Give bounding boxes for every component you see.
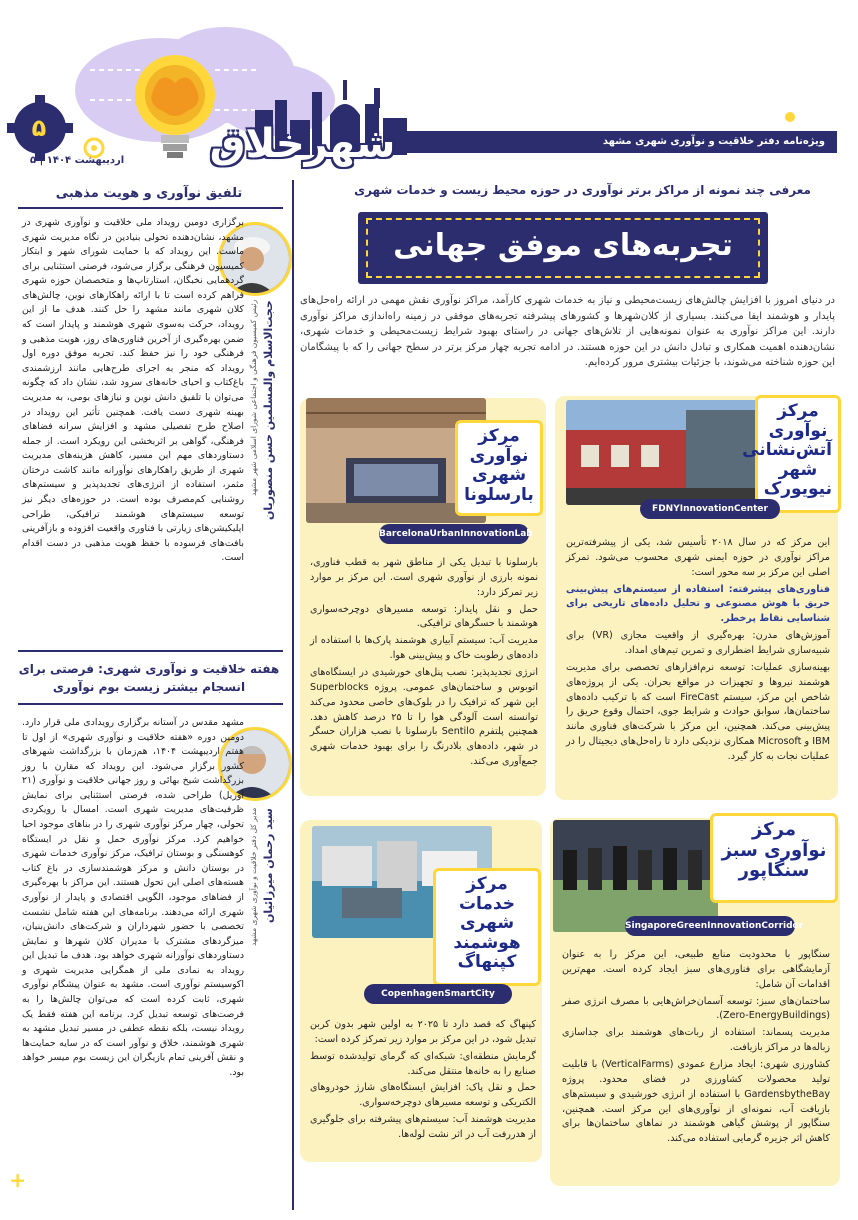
article1-rule xyxy=(18,207,283,209)
masthead-illustration xyxy=(0,0,858,180)
tag-newyork: مرکز نوآوری آتش‌نشانی شهر نیویورک xyxy=(755,395,841,513)
pill-barcelona: BarcelonaUrbanInnovationLab xyxy=(379,524,529,544)
tag-barcelona: مرکز نوآوری شهری بارسلونا xyxy=(455,420,543,516)
pill-singapore: SingaporeGreenInnovationCorridor xyxy=(625,916,795,936)
article1-title: تلفیق نوآوری و هویت مذهبی xyxy=(55,186,243,201)
text-newyork-p2: آموزش‌های مدرن: بهره‌گیری از واقعیت مجازی (VR) برای شبیه‌سازی شرایط اضطراری و تمرین تیم‌های امداد. xyxy=(566,630,830,657)
pill-newyork: FDNYInnovationCenter xyxy=(640,499,780,519)
main-title-banner xyxy=(358,212,768,284)
main-title: تجربه‌های موفق جهانی xyxy=(393,228,733,263)
tag-singapore: مرکز نوآوری سبز سنگاپور xyxy=(710,813,838,903)
article1-role: رئیس کمیسیون فرهنگی و اجتماعی شورای اسلامی شهر مشهد xyxy=(249,300,258,497)
article2-text: مشهد مقدس در آستانه برگزاری رویدادی ملی قرار دارد. دومین دوره «هفته خلاقیت و نوآوری شهری» از اول تا هفتم اردیبهشت ۱۴۰۴، هم‌زمان با بزرگداشت شهرهای کشور برگزار می‌شود. این رویداد که مقارن با روز بزرگداشت شیخ بهائی و روز جهانی خلاقیت و نوآوری (۲۱ آوریل) طراحی شده، فرصتی استثنایی برای نمایش ظرفیت‌های مدیریت شهری است. امسال با رویکردی تحولی، چهار مرکز نوآوری شهری را در بناهای موجود احیا خواهیم کرد. مرکز نوآوری حمل و نقل در ایستگاه کوهسنگی و بوستان ترافیک، مرکز نوآوری خدمات شهری در بوستان دانش و مرکز هوشمندسازی در باغ کتاب هسته‌های اصلی این تحول هستند. این مراکز با بهره‌گیری از فضاهای موجود، الگویی اقتصادی و پایدار از نوآوری شهری ارائه می‌دهند. برنامه‌های این هفته شامل نشست تخصصی با حضور شهرداران و شرکت‌های دانش‌بنیان، میزگردهای مشترک با مدیران کلان شهرها و نمایش دستاوردهای نوآورانه شهری خواهد بود. هدف ما تبدیل این رویداد به نمادی ملی از همگرایی مدیریت شهری و اکوسیستم نوآوری است. مشهد به عنوان پیشگام نوآوری شهری، ثابت کرده است که می‌توان چالش‌ها را به فرصت‌های توسعه تبدیل کرد. برنامه این هفته فقط یک رویداد نیست، بلکه نقطه عطفی در مسیر تبدیل مشهد به شهری هوشمند، خلاق و نوآور است که در سایه حمایت‌ها و نقش آفرینی تمام بازیگران این زیست بوم میسر خواهد بود. xyxy=(22,717,244,1078)
article2-title: هفته خلاقیت و نوآوری شهری: فرصتی برای انسجام بیشتر زیست بوم نوآوری xyxy=(18,662,280,694)
article2-rule-top xyxy=(18,650,283,652)
pill-copenhagen: CopenhagenSmartCity xyxy=(364,984,512,1004)
text-newyork xyxy=(566,536,830,767)
text-singapore-p2: مدیریت پسماند: استفاده از ربات‌های هوشمند برای جداسازی زباله‌ها در مراکز بازیافت. xyxy=(562,1027,830,1054)
plus-icon: + xyxy=(9,1168,26,1192)
intro-paragraph: در دنیای امروز با افزایش چالش‌های زیست‌محیطی و نیاز به خدمات شهری کارآمد، مراکز نوآوری نقش مهمی در ارائه راه‌حل‌های پایدار و هوشمند ایفا می‌کنند. بسیاری از کلان‌شهرها و کشورهای پیشرفته تجربه‌های موفقی در زمینه راه‌اندازی مراکز نوآوری دارند. این مراکز نوآوری به عنوان نمونه‌هایی از تلاش‌های جهانی در راستای بهبود شرایط زیست‌محیطی و خدمات شهری، نشان‌دهنده اهمیت همکاری و تبادل دانش در این حوزه هستند. در ادامه تجربه چهار مرکز برتر در سطح جهانی را که با پیشگامان این حوزه شناخته می‌شوند، با جزئیات بیشتری مرور کرده‌ایم. xyxy=(300,295,835,368)
photo-newyork xyxy=(566,400,761,505)
text-barcelona-intro: بارسلونا با تبدیل یکی از مناطق شهر به قطب فناوری، نمونه بارزی از نوآوری شهری است. این مرکز بر موارد زیر تمرکز دارد: xyxy=(310,557,538,598)
text-newyork-p1: فناوری‌های پیشرفته: استفاده از سیستم‌های پیش‌بینی حریق با هوش مصنوعی و تحلیل داده‌های تاریخی برای شناسایی نقاط پرخطر. xyxy=(566,583,830,625)
text-singapore xyxy=(562,948,830,1149)
text-singapore-intro: سنگاپور با محدودیت منابع طبیعی، این مرکز را به عنوان آزمایشگاهی برای فناوری‌های سبز ایجاد کرده است. مهم‌ترین اقدامات آن شامل: xyxy=(562,949,830,990)
article2-rule xyxy=(18,703,283,705)
section-kicker: معرفی چند نمونه از مراکز برتر نوآوری در حوزه محیط زیست و خدمات شهری xyxy=(354,183,811,197)
article1-text: برگزاری دومین رویداد ملی خلاقیت و نوآوری شهری در مشهد، نشان‌دهنده تحولی بنیادین در نگاه مدیریت شهری ماست. این رویداد که با حمایت شورای شهر و ابتکار کمیسیون فرهنگی برگزار می‌شود، فرصتی استثنایی برای گردهمایی نخبگان، استارتاپ‌ها و متخصصان حوزه شهری فراهم کرده است تا با ارائه راهکارهای نوین، چالش‌های کلان شهری مانند مشهد را حل کنند. هدف ما از این رویداد، حرکت به‌سوی شهری هوشمند و پایدار است که ضمن بهره‌گیری از آخرین فناوری‌های روز، هویت مذهبی و فرهنگی خود را نیز حفظ کند. تجربه موفق دوره اول رویداد که منجر به اجرای طرح‌هایی مانند ارزشمندی باغ‌کتاب و احیای خانه‌های سرود شد، نشان داد که چگونه می‌توان با تلفیق دانش نوین و نیازهای بومی، به مدیریت بهینه شهری دست یافت. همچنین تأثیر این رویداد در اصلاح طرح تفصیلی مشهد و افزایش سرانه فضاهای فرهنگی، گواهی بر اثربخشی این رویکرد است. از جمله دستاوردهای مهم این مسیر، کاهش هزینه‌های مدیریت شهری از طریق راهکارهای نوآورانه مانند کاشت درختان مثمر، استفاده از انرژی‌های تجدیدپذیر و سیستم‌های روشنایی کم‌مصرف بوده است. در حوزه‌های دیگر نیز توسعه سیستم‌های هوشمند ترافیکی، طراحی اپلیکیشن‌های زیارتی با فناوری واقعیت افزوده و بازآفرینی بافت‌های فرسوده با حفظ هویت مذهبی در دست اقدام است. xyxy=(22,217,244,564)
text-barcelona-p2: مدیریت آب: سیستم آبیاری هوشمند پارک‌ها با استفاده از داده‌های رطوبت خاک و پیش‌بینی هوا. xyxy=(310,635,538,662)
column-divider xyxy=(292,180,294,1210)
publication-logo: شهرخلاق xyxy=(209,121,396,167)
lightbulb-icon xyxy=(135,55,215,158)
text-singapore-p1: ساختمان‌های سبز: توسعه آسمان‌خراش‌هایی با مصرف انرژی صفر (Zero-EnergyBuildings). xyxy=(562,995,830,1022)
article2-author: سید رحمان میرزائیان xyxy=(262,808,275,923)
masthead xyxy=(0,0,858,180)
article1-author: حجت‌الاسلام والمسلمین حسن منصوریان xyxy=(262,300,275,520)
page-number: ۵ xyxy=(14,103,64,153)
text-copenhagen-intro: کپنهاگ که قصد دارد تا ۲۰۲۵ به اولین شهر بدون کربن تبدیل شود، در این مرکز بر موارد زیر تمرکز کرده است: xyxy=(310,1019,536,1045)
text-barcelona-p3: انرژی تجدیدپذیر: نصب پنل‌های خورشیدی در ایستگاه‌های اتوبوس و ساختمان‌های عمومی. پروژه Superblocks این شهر که ترافیک را در بلوک‌های خاصی محدود می‌کند توانسته است آلودگی هوا را تا ۲۵ درصد کاهش دهد. همچنین پلتفرم Sentilo بارسلونا با نصب هزاران حسگر در شهر، داده‌های بلادرنگ را برای بهبود خدمات شهری جمع‌آوری می‌کند. xyxy=(310,667,539,768)
issue-date: اردیبهشت ۱۴۰۴ | ۵ xyxy=(30,155,125,166)
text-singapore-p3: کشاورزی شهری: ایجاد مزارع عمودی (VerticalFarms) با قابلیت تولید محصولات کشاورزی در فضای محدود. پروژه GardensbytheBay با استفاده از انرژی خورشیدی و سیستم‌های بازیافت آب، نمونه‌ای از نوآوری‌های این مرکز است. همچنین، سنگاپور از پوشش گیاهی هوشمند در نماهای ساختمان‌ها برای کاهش اثر جزیره گرمایی استفاده می‌کند. xyxy=(562,1059,830,1145)
text-copenhagen-p3: مدیریت هوشمند آب: سیستم‌های پیشرفته برای جلوگیری از هدررفت آب در اثر نشت لوله‌ها. xyxy=(310,1114,536,1141)
article2-role: مدیر کل دفتر خلاقیت و نوآوری شهری مشهد xyxy=(249,808,258,947)
text-barcelona-p1: حمل و نقل پایدار: توسعه مسیرهای دوچرخه‌سواری هوشمند با حسگرهای ترافیکی. xyxy=(310,603,538,630)
tag-copenhagen: مرکز خدمات شهری هوشمند کپنهاگ xyxy=(433,868,541,986)
text-newyork-intro: این مرکز که در سال ۲۰۱۸ تأسیس شد، یکی از پیشرفته‌ترین مراکز نوآوری در حوزه ایمنی شهری محسوب می‌شود. تمرکز اصلی این مرکز بر سه محور است: xyxy=(566,537,830,578)
text-copenhagen-p1: گرمایش منطقه‌ای: شبکه‌ای که گرمای تولیدشده توسط صنایع را به خانه‌ها منتقل می‌کند. xyxy=(310,1050,536,1077)
text-copenhagen xyxy=(310,1018,536,1145)
text-barcelona xyxy=(310,556,538,772)
text-newyork-p3: بهینه‌سازی عملیات: توسعه نرم‌افزارهای تخصصی برای مدیریت هوشمند نیروها و تجهیزات در مواقع بحران. یکی از پروژه‌های شاخص این مرکز، سیستم FireCast است که با ترکیب داده‌های ساختمان‌ها، سوابق حوادث و شرایط جوی، احتمال وقوع حریق را پیش‌بینی می‌کند. همچنین، این مرکز با شرکت‌های فناوری مانند IBM و Microsoft همکاری نزدیکی دارد تا راه‌حل‌های دیجیتال را در عملیات نجات به کار گیرد. xyxy=(566,661,830,763)
text-copenhagen-p2: حمل و نقل پاک: افزایش ایستگاه‌های شارژ خودروهای الکتریکی و توسعه مسیرهای دوچرخه‌سواری. xyxy=(310,1082,536,1109)
rubric-bar: ویژه‌نامه دفتر خلاقیت و نوآوری شهری مشهد xyxy=(392,131,837,153)
